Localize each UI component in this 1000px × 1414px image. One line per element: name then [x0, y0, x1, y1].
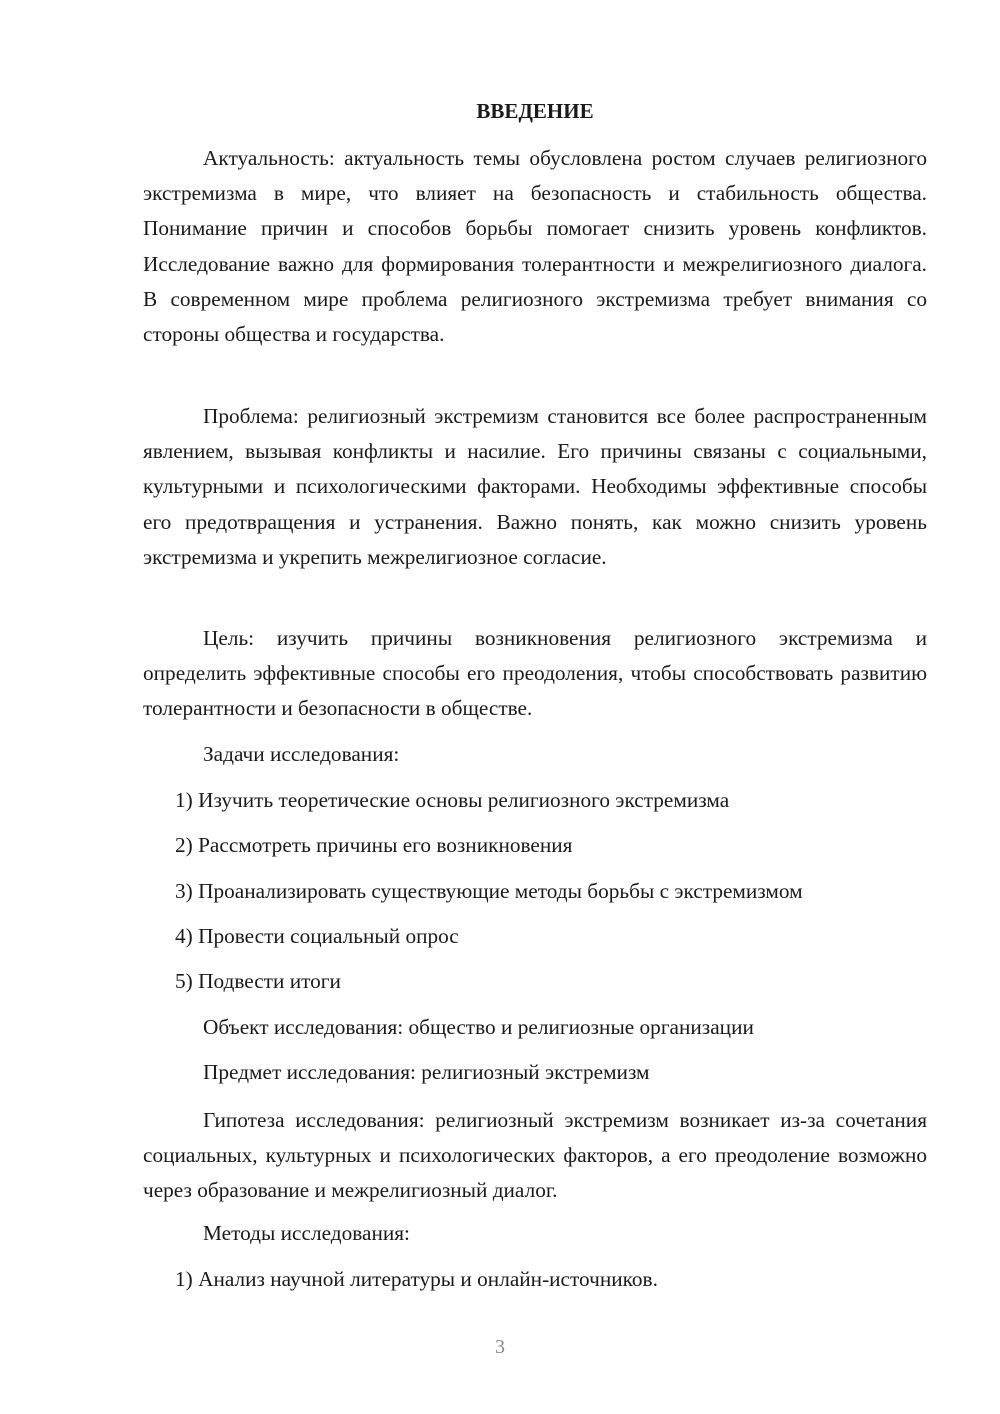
relevance-paragraph: Актуальность: актуальность темы обусловлена ростом случаев религиозного экстремизма в мире, что влияет на безопасность и стабильность общества. Понимание причин и способов борьбы помогает снизить уровень конфликтов. Исследование важно для формирования толерантности и межрелигиозного диалога. В современном мире проблема религиозного экстремизма требует внимания со стороны общества и государства. — [143, 146, 927, 347]
list-item: 1) Анализ научной литературы и онлайн-источников. — [175, 1267, 658, 1291]
list-item: 3) Проанализировать существующие методы борьбы с экстремизмом — [175, 879, 803, 903]
list-item: 1) Изучить теоретические основы религиозного экстремизма — [175, 788, 730, 812]
tasks-title: Задачи исследования: — [203, 742, 400, 766]
page-title: ВВЕДЕНИЕ — [476, 99, 594, 123]
hypothesis-paragraph: Гипотеза исследования: религиозный экстремизм возникает из-за сочетания социальных, культурных и психологических факторов, а его преодоление возможно через образование и межрелигиозный диалог. — [143, 1108, 927, 1203]
list-item: 2) Рассмотреть причины его возникновения — [175, 833, 573, 857]
goal-paragraph: Цель: изучить причины возникновения религиозного экстремизма и определить эффективные способы его преодоления, чтобы способствовать развитию толерантности и безопасности в обществе. — [143, 626, 927, 721]
list-item: 5) Подвести итоги — [175, 969, 341, 993]
page-number: 3 — [495, 1336, 505, 1358]
problem-paragraph: Проблема: религиозный экстремизм становится все более распространенным явлением, вызывая конфликты и насилие. Его причины связаны с социальными, культурными и психологическими факторами. Необходимы эффективные способы его предотвращения и устранения. Важно понять, как можно снизить уровень экстремизма и укрепить межрелигиозное согласие. — [143, 404, 927, 569]
research-subject: Предмет исследования: религиозный экстремизм — [203, 1060, 650, 1084]
methods-title: Методы исследования: — [203, 1221, 410, 1245]
list-item: 4) Провести социальный опрос — [175, 924, 459, 948]
research-object: Объект исследования: общество и религиозные организации — [203, 1015, 754, 1039]
